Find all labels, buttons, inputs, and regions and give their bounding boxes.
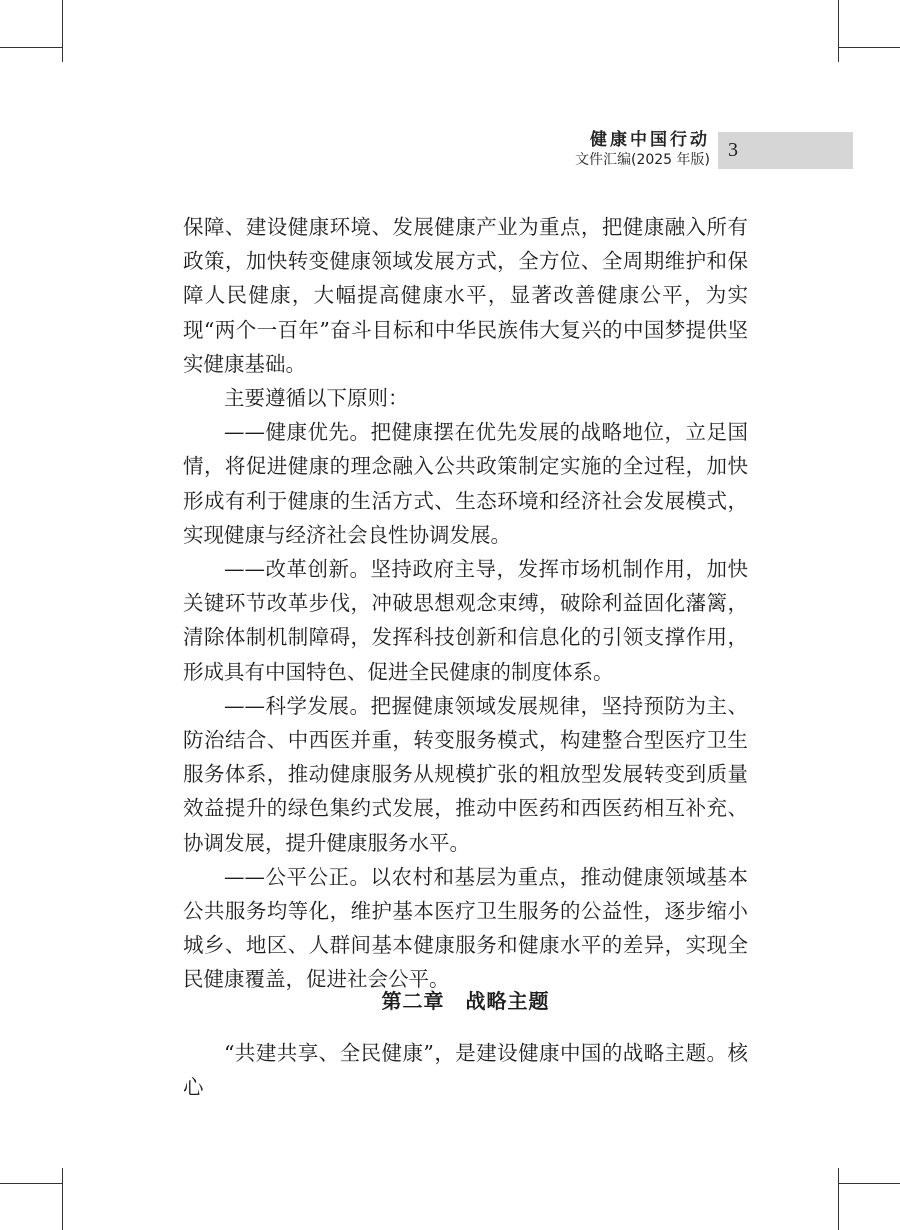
- crop-mark: [0, 47, 62, 48]
- page-number-tab: [718, 132, 853, 169]
- paragraph: ——公平公正。以农村和基层为重点，推动健康领域基本公共服务均等化，维护基本医疗卫生服务的公益性，逐步缩小城乡、地区、人群间基本健康服务和健康水平的差异，实现全民健康覆盖，促进社会公平。: [183, 864, 748, 992]
- paragraph: “共建共享、全民健康”，是建设健康中国的战略主题。核心: [183, 1041, 748, 1100]
- chapter-text: [183, 1036, 748, 1104]
- header-title: 健康中国行动: [590, 130, 710, 150]
- paragraph: 保障、建设健康环境、发展健康产业为重点，把健康融入所有政策，加快转变健康领域发展方式，全方位、全周期维护和保障人民健康，大幅提高健康水平，显著改善健康公平，为实现“两个一百年”奋斗目标和中华民族伟大复兴的中国梦提供坚实健康基础。: [183, 215, 748, 376]
- crop-mark: [62, 0, 63, 62]
- paragraph: ——健康优先。把健康摆在优先发展的战略地位，立足国情，将促进健康的理念融入公共政策制定实施的全过程，加快形成有利于健康的生活方式、生态环境和经济社会发展模式，实现健康与经济社会良性协调发展。: [183, 420, 748, 547]
- main-text: [183, 210, 748, 997]
- header-subtitle: 文件汇编(2025 年版): [574, 152, 710, 169]
- running-header: [560, 130, 710, 169]
- paragraph: 主要遵循以下原则：: [224, 386, 409, 411]
- page-number: 3: [728, 139, 738, 161]
- chapter-heading: 第二章 战略主题: [381, 989, 550, 1013]
- crop-mark: [62, 1168, 63, 1230]
- crop-mark: [838, 47, 900, 48]
- crop-mark: [838, 1183, 900, 1184]
- crop-mark: [838, 0, 839, 62]
- crop-mark: [838, 1168, 839, 1230]
- paragraph: ——科学发展。把握健康领域发展规律，坚持预防为主、防治结合、中西医并重，转变服务模式，构建整合型医疗卫生服务体系，推动健康服务从规模扩张的粗放型发展转变到质量效益提升的绿色集约式发展，推动中医药和西医药相互补充、协调发展，提升健康服务水平。: [183, 693, 748, 855]
- crop-mark: [0, 1183, 62, 1184]
- paragraph: ——改革创新。坚持政府主导，发挥市场机制作用，加快关键环节改革步伐，冲破思想观念束缚，破除利益固化藩篱，清除体制机制障碍，发挥科技创新和信息化的引领支撑作用，形成具有中国特色、促进全民健康的制度体系。: [183, 557, 748, 684]
